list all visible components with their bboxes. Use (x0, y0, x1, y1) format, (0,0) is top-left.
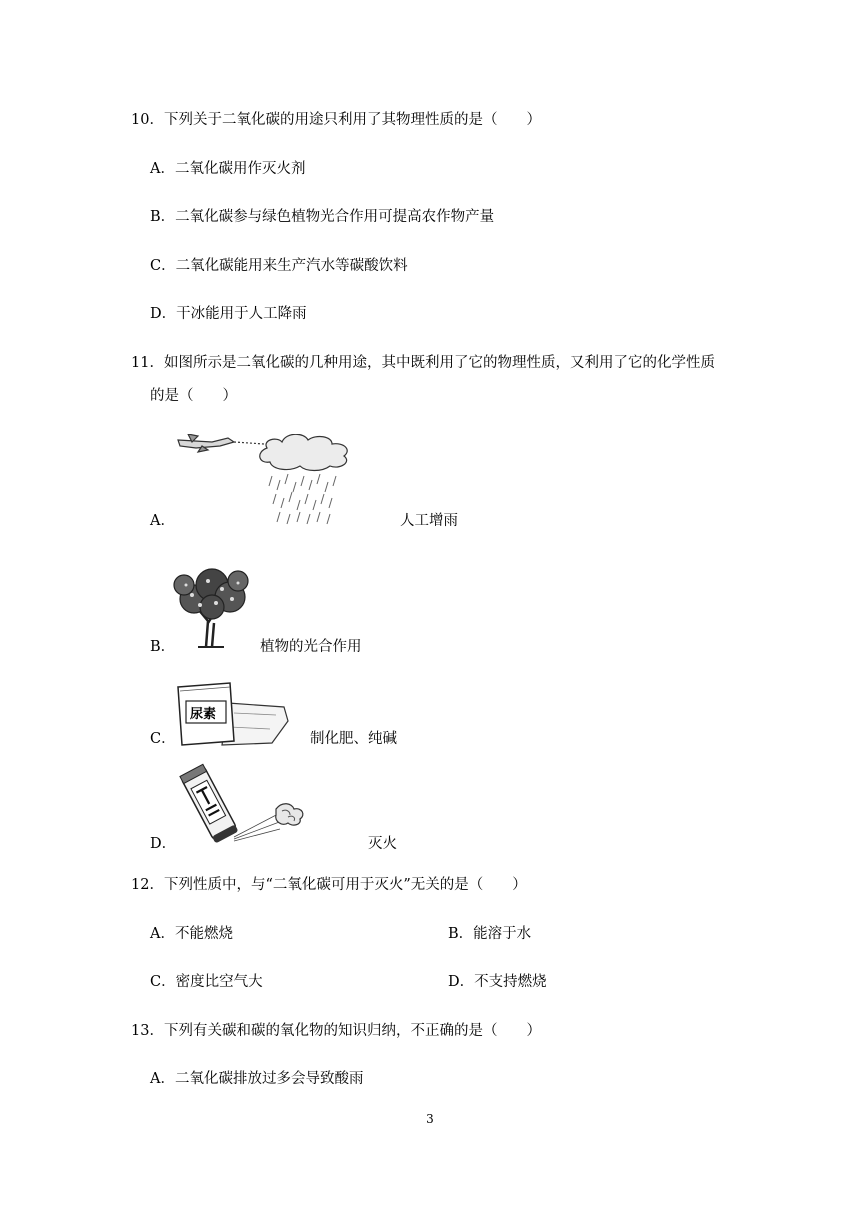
question-11-option-b-caption: 植物的光合作用 (260, 639, 362, 655)
question-13-stem: 13．下列有关碳和碳的氧化物的知识归纳，不正确的是（ ） (131, 1023, 541, 1039)
fertilizer-bag-illustration (172, 681, 292, 749)
question-11-option-a-caption: 人工增雨 (400, 513, 458, 529)
question-12-option-b: B．能溶于水 (448, 926, 532, 942)
question-11-option-b-letter: B． (150, 639, 176, 655)
question-11-option-d-letter: D． (150, 836, 177, 852)
question-11-option-a-letter: A． (150, 513, 175, 529)
tree-illustration (172, 565, 252, 650)
question-11-option-d-caption: 灭火 (368, 836, 397, 852)
question-12-option-d: D．不支持燃烧 (448, 974, 547, 990)
question-10-option-d: D．干冰能用于人工降雨 (150, 306, 307, 322)
fertilizer-bag-label: 尿素 (190, 707, 217, 722)
question-12-stem: 12．下列性质中，与“二氧化碳可用于灭火”无关的是（ ） (131, 877, 527, 893)
question-11-stem-line2: 的是（ ） (150, 388, 237, 404)
question-11-option-c-caption: 制化肥、纯碱 (310, 731, 397, 747)
question-13-option-a: A．二氧化碳排放过多会导致酸雨 (150, 1071, 364, 1087)
question-12-option-a: A．不能燃烧 (150, 926, 233, 942)
question-12-option-c: C．密度比空气大 (150, 974, 263, 990)
question-10-option-a: A．二氧化碳用作灭火剂 (150, 161, 306, 177)
fire-extinguisher-illustration (172, 763, 312, 849)
question-10-option-c: C．二氧化碳能用来生产汽水等碳酸饮料 (150, 258, 408, 274)
question-10-option-b: B．二氧化碳参与绿色植物光合作用可提高农作物产量 (150, 209, 495, 225)
plane-rain-cloud-illustration (172, 434, 367, 526)
page-number: 3 (426, 1112, 434, 1126)
question-11-option-c-letter: C． (150, 731, 176, 747)
question-10-stem: 10．下列关于二氧化碳的用途只利用了其物理性质的是（ ） (131, 112, 541, 128)
question-11-stem-line1: 11．如图所示是二氧化碳的几种用途，其中既利用了它的物理性质，又利用了它的化学性质 (131, 355, 715, 371)
